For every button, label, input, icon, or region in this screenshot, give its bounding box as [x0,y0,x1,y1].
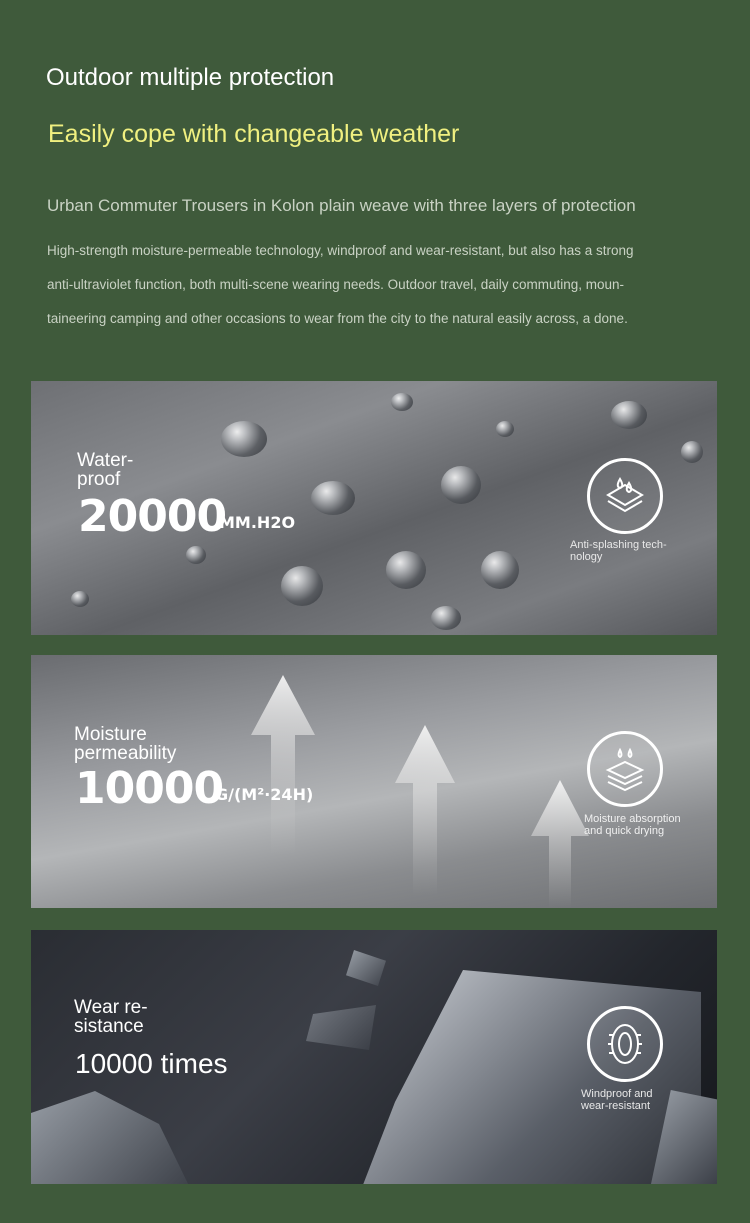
intro-section [0,0,750,360]
label-line: Wear re- [74,997,148,1018]
paragraph-line: anti-ultraviolet function, both multi-scene wearing needs. Outdoor travel, daily commuting, moun- [47,277,625,292]
water-droplet [386,551,426,589]
section-subtitle: Easily cope with changeable weather [48,120,460,148]
label-line: Water- [77,450,134,471]
section-title: Outdoor multiple protection [46,64,335,91]
waterproof-panel [31,381,717,635]
description-paragraph [47,234,707,336]
waterproof-label [77,451,133,489]
caption-line: Moisture absorption [584,813,681,825]
water-droplet [391,393,413,411]
caption-line: nology [570,551,603,563]
water-droplet [71,591,89,607]
waterproof-unit: MM.H2O [219,513,296,532]
caption-line: and quick drying [584,825,665,837]
water-droplet [496,421,514,437]
fabric-droplets-icon [587,458,663,534]
wear-label [74,998,148,1036]
water-droplet [681,441,703,463]
moisture-unit: G/(M²·24H) [215,785,314,804]
label-line: sistance [74,1016,144,1037]
water-droplet [311,481,355,515]
up-arrow-graphic [395,725,455,895]
label-line: permeability [74,743,177,764]
rock-graphic [31,1080,191,1184]
label-line: proof [77,469,121,490]
up-arrow-graphic [531,780,589,908]
moisture-value: 10000 [75,763,224,814]
water-droplet [221,421,267,457]
rock-graphic [361,970,701,1184]
caption-line: Anti-splashing tech- [570,539,667,551]
layers-droplets-icon [587,731,663,807]
wear-resistance-panel [31,930,717,1184]
caption-line: Windproof and [581,1088,653,1100]
moisture-panel [31,655,717,908]
rock-graphic [306,1005,376,1050]
waterproof-caption [570,539,680,563]
water-droplet [281,566,323,606]
water-droplet [431,606,461,630]
moisture-label [74,725,176,763]
water-droplet [186,546,206,564]
wear-caption [581,1088,691,1112]
water-droplet [611,401,647,429]
wear-value: 10000 times [75,1048,228,1079]
moisture-caption [584,813,694,837]
paragraph-line: taineering camping and other occasions to wear from the city to the natural easily across, a done. [47,311,628,326]
water-droplet [481,551,519,589]
tire-icon [587,1006,663,1082]
rock-graphic [346,950,386,986]
up-arrow-graphic [251,675,315,855]
product-description: Urban Commuter Trousers in Kolon plain weave with three layers of protection [47,196,636,215]
waterproof-value: 20000 [78,491,227,542]
label-line: Moisture [74,724,147,745]
caption-line: wear-resistant [581,1100,651,1112]
water-droplet [441,466,481,504]
paragraph-line: High-strength moisture-permeable technology, windproof and wear-resistant, but also has a strong [47,243,634,258]
